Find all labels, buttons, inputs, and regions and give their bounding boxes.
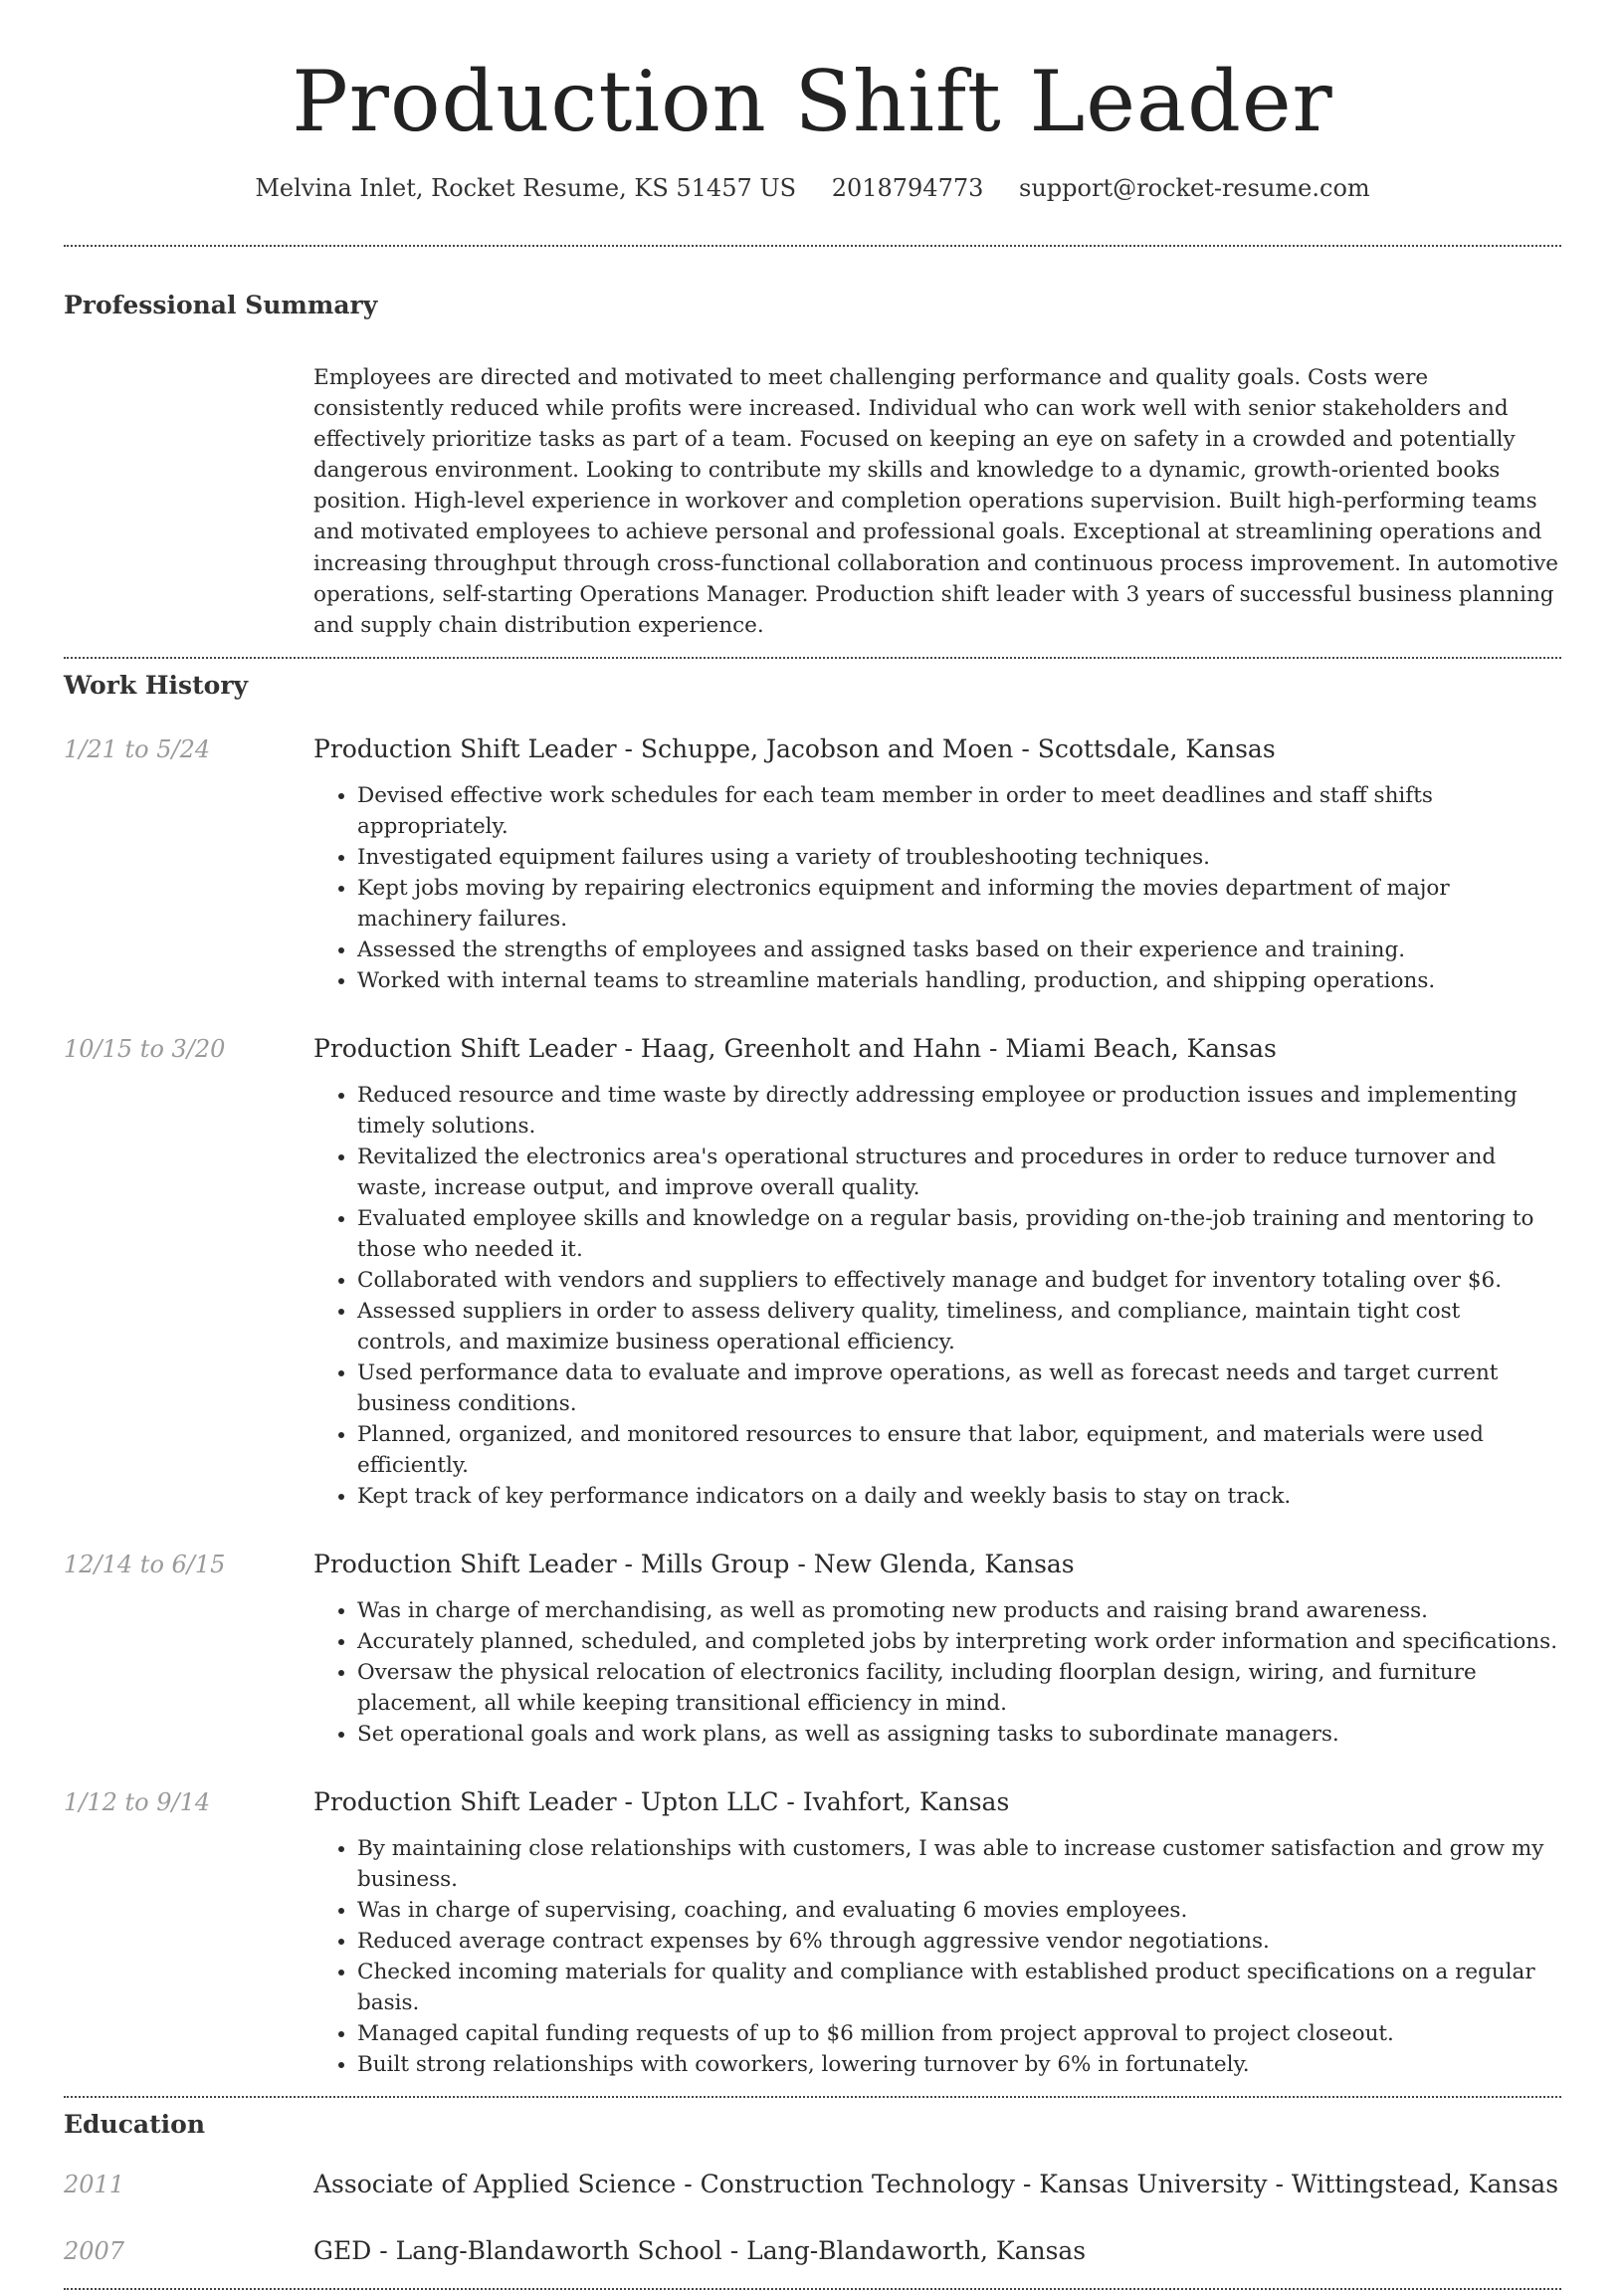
job-bullet: • Was in charge of supervising, coaching, and evaluating 6 movies employees. <box>357 1895 1561 1926</box>
section-title-summary: Professional Summary <box>64 291 378 319</box>
job-bullet: • Reduced average contract expenses by 6% through aggressive vendor negotiations. <box>357 1926 1561 1957</box>
job-entry <box>64 732 1561 996</box>
job-bullet: • Checked incoming materials for quality and compliance with established product specifications on a regular basis. <box>357 1957 1561 2018</box>
education-entry <box>64 2234 1561 2268</box>
job-bullets <box>313 780 1561 996</box>
divider <box>64 245 1561 247</box>
education-date: 2011 <box>64 2170 125 2198</box>
job-date: 12/14 to 6/15 <box>64 1550 226 1578</box>
job-bullet: • Investigated equipment failures using a variety of troubleshooting techniques. <box>357 842 1561 873</box>
job-entry <box>64 1032 1561 1512</box>
job-bullet: • Kept jobs moving by repairing electronics equipment and informing the movies department of major machinery failures. <box>357 873 1561 935</box>
job-heading: Production Shift Leader - Schuppe, Jacobson and Moen - Scottsdale, Kansas <box>313 733 1276 763</box>
job-bullet: • By maintaining close relationships with customers, I was able to increase customer satisfaction and grow my business. <box>357 1833 1561 1895</box>
education-heading: GED - Lang-Blandaworth School - Lang-Blandaworth, Kansas <box>313 2235 1087 2265</box>
section-title-work-history: Work History <box>64 670 249 700</box>
job-bullet: • Oversaw the physical relocation of electronics facility, including floorplan design, wiring, and furniture placement, all while keeping transitional efficiency in mind. <box>357 1657 1561 1719</box>
job-bullet: • Set operational goals and work plans, as well as assigning tasks to subordinate managers. <box>357 1719 1561 1750</box>
education-heading: Associate of Applied Science - Construction Technology - Kansas University - Wittingstead, Kansas <box>313 2169 1559 2198</box>
job-bullet: • Built strong relationships with coworkers, lowering turnover by 6% in fortunately. <box>357 2049 1561 2080</box>
job-bullet: • Planned, organized, and monitored resources to ensure that labor, equipment, and materials were used efficiently. <box>357 1419 1561 1481</box>
job-entry <box>64 1785 1561 2080</box>
contact-address: Melvina Inlet, Rocket Resume, KS 51457 US <box>255 174 797 202</box>
job-bullet: • Devised effective work schedules for each team member in order to meet deadlines and staff shifts appropriately. <box>357 780 1561 842</box>
job-heading: Production Shift Leader - Upton LLC - Ivahfort, Kansas <box>313 1786 1010 1816</box>
job-date: 10/15 to 3/20 <box>64 1034 226 1063</box>
divider <box>64 2096 1561 2098</box>
resume-page <box>64 0 1561 2290</box>
summary-text: Employees are directed and motivated to meet challenging performance and quality goals. Costs were consistently reduced while profits were increased. Individual who can work well with senior stakeholders and effectively prioritize tasks as part of a team. Focused on keeping an eye on safety in a crowded and potentially dangerous environment. Looking to contribute my skills and knowledge to a dynamic, growth-oriented books position. High-level experience in workover and completion operations supervision. Built high-performing teams and motivated employees to achieve personal and professional goals. Exceptional at streamlining operations and increasing throughput through cross-functional collaboration and continuous process improvement. In automotive operations, self-starting Operations Manager. Production shift leader with 3 years of successful business planning and supply chain distribution experience. <box>313 365 1558 638</box>
contact-phone: 2018794773 <box>831 174 984 202</box>
job-bullet: • Accurately planned, scheduled, and completed jobs by interpreting work order information and specifications. <box>357 1626 1561 1657</box>
job-bullet: • Reduced resource and time waste by directly addressing employee or production issues and implementing timely solutions. <box>357 1080 1561 1142</box>
education-entry <box>64 2168 1561 2201</box>
job-bullets <box>313 1595 1561 1750</box>
job-date: 1/12 to 9/14 <box>64 1787 211 1816</box>
job-bullet: • Assessed suppliers in order to assess delivery quality, timeliness, and compliance, maintain tight cost controls, and maximize business operational efficiency. <box>357 1296 1561 1357</box>
job-heading: Production Shift Leader - Haag, Greenholt and Hahn - Miami Beach, Kansas <box>313 1033 1277 1063</box>
resume-title: Production Shift Leader <box>292 53 1333 150</box>
job-bullet: • Was in charge of merchandising, as well as promoting new products and raising brand awareness. <box>357 1595 1561 1626</box>
job-bullet: • Kept track of key performance indicators on a daily and weekly basis to stay on track. <box>357 1481 1561 1512</box>
contact-email: support@rocket-resume.com <box>1019 174 1370 202</box>
job-bullet: • Revitalized the electronics area's operational structures and procedures in order to reduce turnover and waste, increase output, and improve overall quality. <box>357 1142 1561 1203</box>
job-bullet: • Evaluated employee skills and knowledge on a regular basis, providing on-the-job training and mentoring to those who needed it. <box>357 1203 1561 1265</box>
job-bullet: • Managed capital funding requests of up to $6 million from project approval to project closeout. <box>357 2018 1561 2049</box>
contact-line <box>64 171 1561 205</box>
job-bullets <box>313 1080 1561 1512</box>
job-bullet: • Worked with internal teams to streamline materials handling, production, and shipping operations. <box>357 965 1561 996</box>
job-bullet: • Used performance data to evaluate and improve operations, as well as forecast needs and target current business conditions. <box>357 1357 1561 1419</box>
section-title-education: Education <box>64 2109 206 2139</box>
job-date: 1/21 to 5/24 <box>64 734 211 763</box>
job-bullet: • Assessed the strengths of employees and assigned tasks based on their experience and training. <box>357 935 1561 965</box>
education-date: 2007 <box>64 2236 125 2265</box>
job-bullet: • Collaborated with vendors and suppliers to effectively manage and budget for inventory totaling over $6. <box>357 1265 1561 1296</box>
job-entry <box>64 1548 1561 1750</box>
divider <box>64 657 1561 659</box>
job-bullets <box>313 1833 1561 2080</box>
job-heading: Production Shift Leader - Mills Group - New Glenda, Kansas <box>313 1549 1075 1578</box>
